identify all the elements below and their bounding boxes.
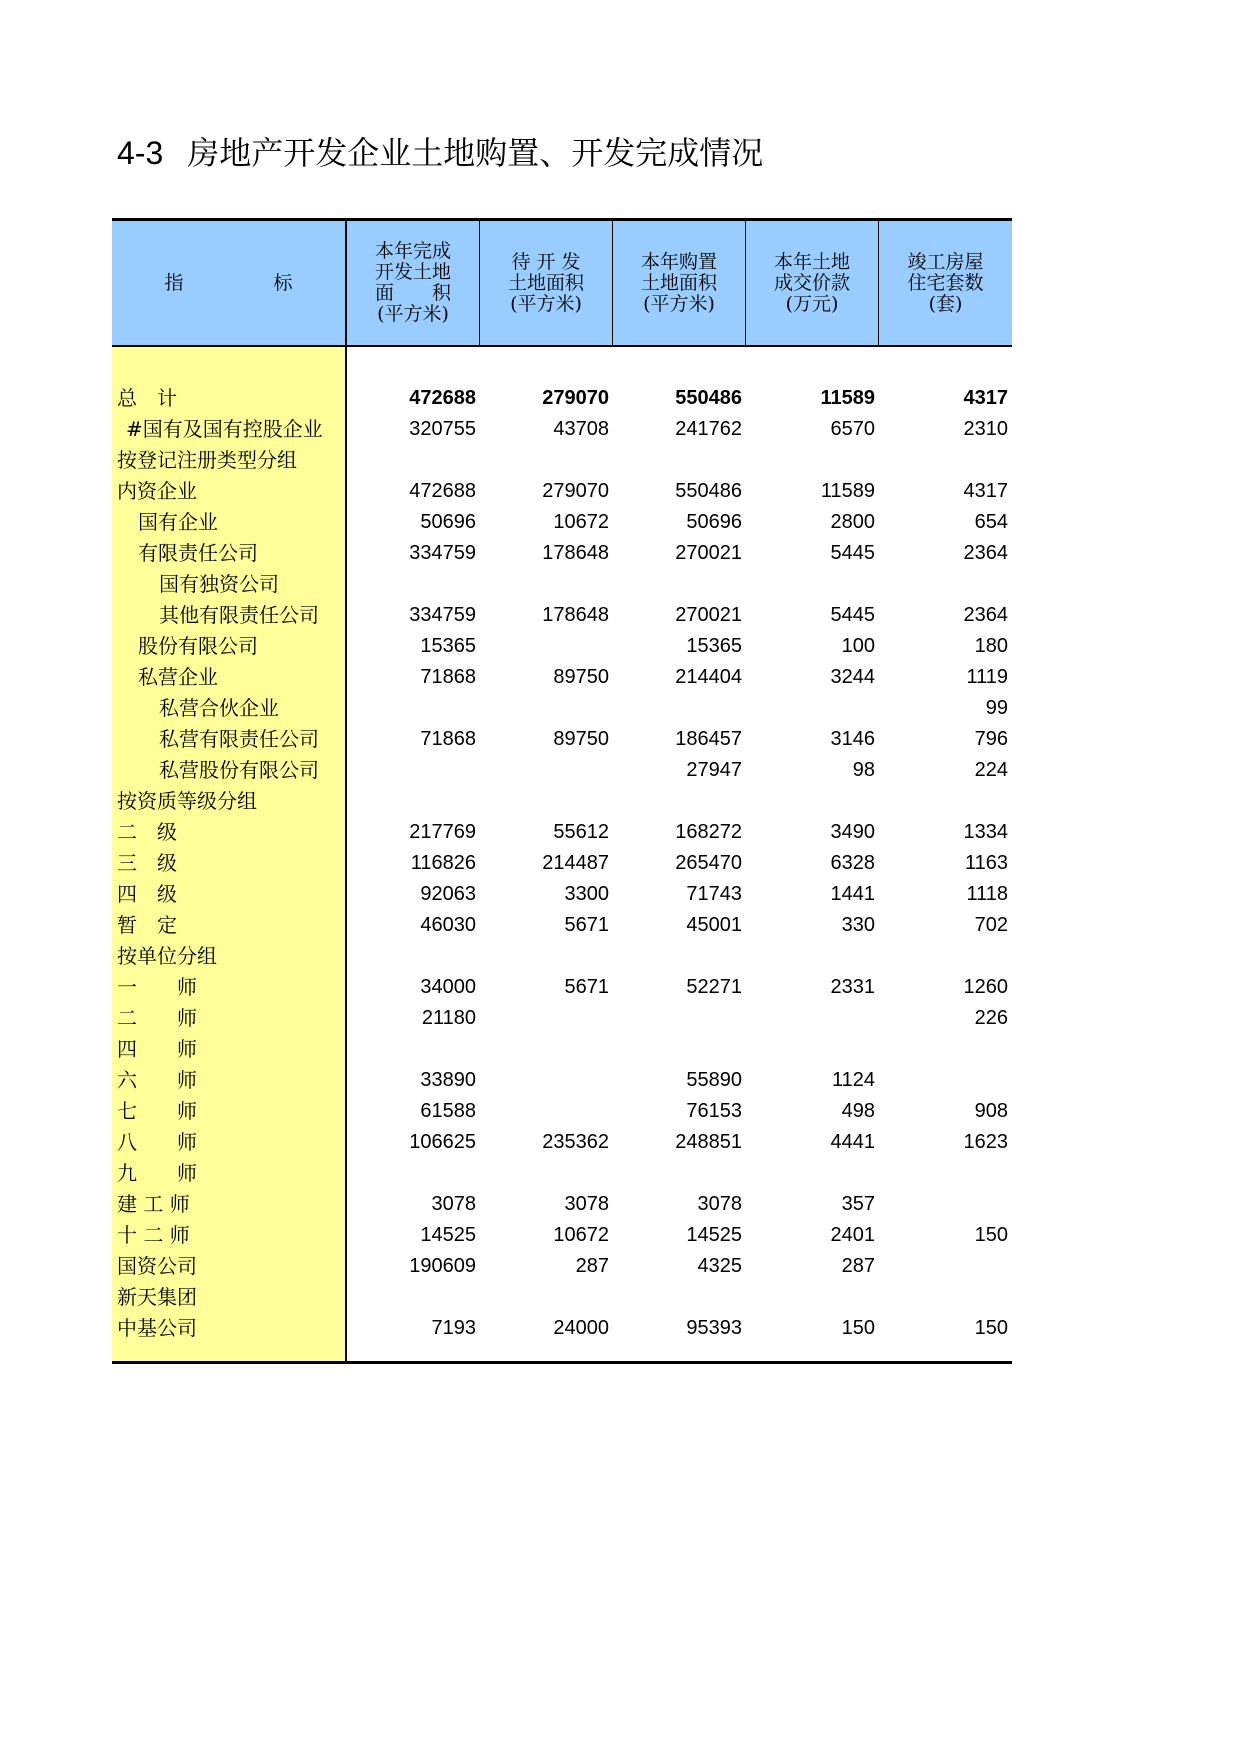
table-cell xyxy=(480,569,613,600)
table-row-label xyxy=(112,1282,345,1313)
table-cell: 908 xyxy=(974,1100,1008,1122)
row-label: 私营企业 xyxy=(138,665,218,689)
row-label: 九 师 xyxy=(117,1161,197,1185)
table-cell: 270021 xyxy=(675,542,742,564)
table-row-label xyxy=(112,848,345,879)
row-label: 二 师 xyxy=(117,1006,197,1030)
table-cell xyxy=(613,1003,746,1034)
table-cell xyxy=(879,445,1012,476)
table-cell: 241762 xyxy=(675,418,742,440)
table-cell: 226 xyxy=(974,1007,1008,1029)
row-label: 十 二 师 xyxy=(117,1223,190,1247)
table-row xyxy=(347,1220,1012,1251)
row-label: 私营股份有限公司 xyxy=(159,758,319,782)
table-cell: 190609 xyxy=(409,1255,476,1277)
table-cell xyxy=(879,569,1012,600)
table-row xyxy=(347,631,1012,662)
table-cell xyxy=(879,941,1012,972)
table-cell: 89750 xyxy=(553,728,609,750)
table-cell: 27947 xyxy=(686,759,742,781)
table-cell: 7193 xyxy=(431,1317,476,1339)
table-row xyxy=(347,1096,1012,1127)
table-row-label xyxy=(112,476,345,507)
table-cell: 330 xyxy=(841,914,875,936)
table-row-label xyxy=(112,1158,345,1189)
table-cell: 186457 xyxy=(675,728,742,750)
row-label: 新天集团 xyxy=(117,1285,197,1309)
table-cell: 150 xyxy=(974,1224,1008,1246)
row-label: 中基公司 xyxy=(117,1316,197,1340)
table-cell: 3078 xyxy=(431,1193,476,1215)
table-row xyxy=(347,476,1012,507)
table-row xyxy=(347,941,1012,972)
table-cell: 52271 xyxy=(686,976,742,998)
table-cell: 3300 xyxy=(564,883,609,905)
table-cell: 6570 xyxy=(830,418,875,440)
table-row xyxy=(347,724,1012,755)
table-cell xyxy=(746,569,879,600)
table-row-label xyxy=(112,693,345,724)
table-row-label xyxy=(112,1127,345,1158)
table-cell: 5671 xyxy=(564,976,609,998)
header-purchased-land-area: 本年购置 土地面积 (平方米) xyxy=(613,221,746,345)
table-cell: 3244 xyxy=(830,666,875,688)
row-labels-column xyxy=(112,347,347,1361)
table-cell xyxy=(347,1034,480,1065)
table-cell: 92063 xyxy=(420,883,476,905)
table-cell xyxy=(480,786,613,817)
table-row-label xyxy=(112,507,345,538)
table-cell: 3078 xyxy=(564,1193,609,1215)
table-cell: 1441 xyxy=(830,883,875,905)
table-cell: 6328 xyxy=(830,852,875,874)
table-cell xyxy=(613,1282,746,1313)
table-row xyxy=(347,755,1012,786)
table-cell: 214487 xyxy=(542,852,609,874)
table-cell xyxy=(480,445,613,476)
table-cell: 55890 xyxy=(686,1069,742,1091)
table-row xyxy=(347,445,1012,476)
row-label: 按单位分组 xyxy=(117,944,217,968)
table-cell: 21180 xyxy=(421,1007,476,1029)
table-cell: 235362 xyxy=(542,1131,609,1153)
table-cell: 14525 xyxy=(686,1224,742,1246)
table-cell: 279070 xyxy=(542,480,609,502)
row-label: 按登记注册类型分组 xyxy=(117,448,297,472)
table-cell: 178648 xyxy=(542,604,609,626)
table-row-label xyxy=(112,1220,345,1251)
table-row xyxy=(347,1313,1012,1344)
table-cell: 43708 xyxy=(553,418,609,440)
table-cell: 15365 xyxy=(420,635,476,657)
data-table xyxy=(112,218,1012,1364)
table-cell xyxy=(879,1282,1012,1313)
table-row xyxy=(347,1003,1012,1034)
table-cell xyxy=(347,569,480,600)
table-row xyxy=(347,848,1012,879)
table-row-label xyxy=(112,1065,345,1096)
values-area xyxy=(347,347,1012,1361)
table-cell: 98 xyxy=(852,759,875,781)
table-cell: 76153 xyxy=(686,1100,742,1122)
table-cell xyxy=(480,1034,613,1065)
table-cell xyxy=(480,1158,613,1189)
table-cell xyxy=(347,693,480,724)
table-cell: 2800 xyxy=(830,511,875,533)
table-cell: 3078 xyxy=(697,1193,742,1215)
table-cell: 287 xyxy=(575,1255,609,1277)
table-cell xyxy=(613,1034,746,1065)
table-cell: 168272 xyxy=(675,821,742,843)
table-row xyxy=(347,693,1012,724)
row-label: 八 师 xyxy=(117,1130,197,1154)
table-cell: 1623 xyxy=(963,1131,1008,1153)
table-row xyxy=(347,879,1012,910)
table-cell: 106625 xyxy=(409,1131,476,1153)
table-row xyxy=(347,1065,1012,1096)
table-cell: 4325 xyxy=(697,1255,742,1277)
row-label: 国有企业 xyxy=(138,510,218,534)
table-row xyxy=(347,1282,1012,1313)
table-cell xyxy=(746,1034,879,1065)
row-label: 二 级 xyxy=(117,820,177,844)
table-cell: 45001 xyxy=(686,914,742,936)
table-cell: 357 xyxy=(841,1193,875,1215)
header-land-transaction-price: 本年土地 成交价款 (万元) xyxy=(746,221,879,345)
table-cell: 248851 xyxy=(675,1131,742,1153)
table-cell: 1163 xyxy=(964,852,1008,874)
table-row xyxy=(347,910,1012,941)
table-cell: 150 xyxy=(841,1317,875,1339)
table-cell xyxy=(347,445,480,476)
table-row xyxy=(347,662,1012,693)
row-label: 建 工 师 xyxy=(117,1192,190,1216)
table-number: 4-3 xyxy=(117,135,164,171)
table-row-label xyxy=(112,817,345,848)
table-row-label xyxy=(112,879,345,910)
table-row-label xyxy=(112,569,345,600)
table-cell: 2364 xyxy=(963,542,1008,564)
table-cell: 89750 xyxy=(553,666,609,688)
table-header xyxy=(112,218,1012,347)
table-row-label xyxy=(112,1096,345,1127)
table-cell: 50696 xyxy=(420,511,476,533)
table-cell: 2401 xyxy=(830,1224,875,1246)
row-label: 七 师 xyxy=(117,1099,197,1123)
table-cell xyxy=(746,786,879,817)
table-cell: 34000 xyxy=(420,976,476,998)
row-label: 私营有限责任公司 xyxy=(159,727,319,751)
table-cell: 10672 xyxy=(553,1224,609,1246)
table-row xyxy=(347,1189,1012,1220)
table-cell: 33890 xyxy=(420,1069,476,1091)
row-label: #国有及国有控股企业 xyxy=(126,417,323,441)
table-cell: 4317 xyxy=(963,480,1008,502)
table-cell: 1334 xyxy=(963,821,1008,843)
row-label: 股份有限公司 xyxy=(138,634,258,658)
page-title xyxy=(117,128,763,174)
table-cell: 2310 xyxy=(963,418,1008,440)
table-cell xyxy=(347,755,480,786)
table-row xyxy=(347,600,1012,631)
table-cell xyxy=(480,1003,613,1034)
table-cell: 4317 xyxy=(963,387,1008,409)
table-cell xyxy=(480,1282,613,1313)
table-cell: 287 xyxy=(841,1255,875,1277)
table-cell: 550486 xyxy=(675,387,742,409)
table-cell: 472688 xyxy=(409,387,476,409)
table-title: 房地产开发企业土地购置、开发完成情况 xyxy=(187,134,764,172)
table-cell xyxy=(746,1282,879,1313)
table-cell: 3146 xyxy=(830,728,875,750)
row-label: 国资公司 xyxy=(117,1254,197,1278)
row-label: 有限责任公司 xyxy=(138,541,258,565)
table-row-label xyxy=(112,662,345,693)
table-cell: 224 xyxy=(974,759,1008,781)
table-row-label xyxy=(112,1034,345,1065)
table-cell: 279070 xyxy=(542,387,609,409)
table-row-label xyxy=(112,941,345,972)
table-cell xyxy=(879,1034,1012,1065)
table-row xyxy=(347,972,1012,1003)
header-completed-housing-units: 竣工房屋 住宅套数 (套) xyxy=(907,250,984,315)
table-cell: 320755 xyxy=(409,418,476,440)
table-cell: 71868 xyxy=(420,728,476,750)
table-cell xyxy=(613,941,746,972)
table-cell: 24000 xyxy=(553,1317,609,1339)
table-cell: 472688 xyxy=(409,480,476,502)
table-row-label xyxy=(112,1313,345,1344)
table-cell: 50696 xyxy=(686,511,742,533)
table-cell: 71743 xyxy=(686,883,742,905)
table-cell xyxy=(480,693,613,724)
row-label: 总 计 xyxy=(117,386,177,410)
row-label: 私营合伙企业 xyxy=(159,696,279,720)
table-cell: 270021 xyxy=(675,604,742,626)
table-body xyxy=(112,347,1012,1364)
table-cell xyxy=(347,786,480,817)
table-cell xyxy=(347,1158,480,1189)
table-row xyxy=(347,414,1012,445)
table-cell: 14525 xyxy=(420,1224,476,1246)
table-cell: 498 xyxy=(841,1100,875,1122)
table-cell: 654 xyxy=(974,511,1008,533)
table-cell: 1124 xyxy=(831,1069,875,1091)
table-cell: 99 xyxy=(985,697,1008,719)
table-cell xyxy=(613,569,746,600)
table-cell: 116826 xyxy=(410,852,476,874)
header-indicator-right: 标 xyxy=(273,271,293,294)
row-label: 四 师 xyxy=(117,1037,197,1061)
row-label: 六 师 xyxy=(117,1068,197,1092)
table-cell: 334759 xyxy=(409,604,476,626)
row-label: 四 级 xyxy=(117,882,177,906)
table-cell xyxy=(347,1282,480,1313)
table-cell xyxy=(480,755,613,786)
table-cell: 2364 xyxy=(963,604,1008,626)
table-cell: 15365 xyxy=(686,635,742,657)
table-cell xyxy=(347,941,480,972)
table-row-label xyxy=(112,972,345,1003)
table-cell xyxy=(879,1158,1012,1189)
table-cell xyxy=(879,1189,1012,1220)
header-indicator-left: 指 xyxy=(164,271,184,294)
table-cell xyxy=(746,1003,879,1034)
table-row xyxy=(347,507,1012,538)
table-cell xyxy=(746,1158,879,1189)
table-row-label xyxy=(112,1003,345,1034)
table-cell: 71868 xyxy=(420,666,476,688)
table-cell: 11589 xyxy=(820,387,875,409)
table-row-label xyxy=(112,383,345,414)
table-cell: 5671 xyxy=(564,914,609,936)
table-row-label xyxy=(112,724,345,755)
table-cell xyxy=(613,693,746,724)
table-row xyxy=(347,383,1012,414)
table-cell: 217769 xyxy=(409,821,476,843)
table-row xyxy=(347,569,1012,600)
table-cell xyxy=(613,445,746,476)
table-row xyxy=(347,1158,1012,1189)
table-cell: 5445 xyxy=(830,542,875,564)
table-cell xyxy=(480,1096,613,1127)
table-row xyxy=(347,817,1012,848)
table-row-label xyxy=(112,1189,345,1220)
table-cell: 61588 xyxy=(420,1100,476,1122)
row-label: 三 级 xyxy=(117,851,177,875)
table-cell xyxy=(746,941,879,972)
table-cell xyxy=(613,786,746,817)
table-row-label xyxy=(112,600,345,631)
table-cell xyxy=(746,445,879,476)
header-indicator xyxy=(112,221,347,345)
table-row-label xyxy=(112,786,345,817)
table-row xyxy=(347,786,1012,817)
table-cell xyxy=(480,631,613,662)
table-cell: 214404 xyxy=(675,666,742,688)
table-cell: 796 xyxy=(974,728,1008,750)
table-row xyxy=(347,1127,1012,1158)
table-cell: 334759 xyxy=(409,542,476,564)
table-cell: 150 xyxy=(974,1317,1008,1339)
table-row-label xyxy=(112,631,345,662)
table-row xyxy=(347,1034,1012,1065)
table-row-label xyxy=(112,414,345,445)
table-cell: 4441 xyxy=(830,1131,875,1153)
table-cell: 265470 xyxy=(675,852,742,874)
row-label: 暂 定 xyxy=(117,913,177,937)
table-cell xyxy=(879,1065,1012,1096)
table-row-label xyxy=(112,445,345,476)
table-cell: 550486 xyxy=(675,480,742,502)
table-cell: 1260 xyxy=(963,976,1008,998)
table-cell: 702 xyxy=(974,914,1008,936)
table-cell: 2331 xyxy=(830,976,875,998)
table-cell xyxy=(480,941,613,972)
table-cell xyxy=(480,1065,613,1096)
table-cell: 1119 xyxy=(966,666,1008,688)
table-cell xyxy=(879,1251,1012,1282)
table-cell: 46030 xyxy=(420,914,476,936)
table-row-label xyxy=(112,755,345,786)
row-label: 内资企业 xyxy=(117,479,197,503)
table-row xyxy=(347,1251,1012,1282)
table-row-label xyxy=(112,538,345,569)
row-label: 国有独资公司 xyxy=(159,572,279,596)
row-label: 按资质等级分组 xyxy=(117,789,257,813)
row-label: 其他有限责任公司 xyxy=(159,603,319,627)
table-cell: 11589 xyxy=(820,480,875,502)
table-cell: 100 xyxy=(841,635,875,657)
table-cell: 95393 xyxy=(686,1317,742,1339)
table-row-label xyxy=(112,910,345,941)
table-cell: 55612 xyxy=(553,821,609,843)
table-cell: 10672 xyxy=(553,511,609,533)
table-cell: 178648 xyxy=(542,542,609,564)
table-row-label xyxy=(112,1251,345,1282)
table-cell xyxy=(613,1158,746,1189)
table-cell: 3490 xyxy=(830,821,875,843)
table-cell: 5445 xyxy=(830,604,875,626)
table-cell: 180 xyxy=(974,635,1008,657)
table-row xyxy=(347,538,1012,569)
table-cell xyxy=(879,786,1012,817)
header-pending-land-area: 待 开 发 土地面积 (平方米) xyxy=(480,221,613,345)
row-label: 一 师 xyxy=(117,975,197,999)
table-cell: 1118 xyxy=(966,883,1008,905)
table-cell xyxy=(746,693,879,724)
header-completed-land-area: 本年完成 开发土地 面 积 (平方米) xyxy=(347,221,480,345)
